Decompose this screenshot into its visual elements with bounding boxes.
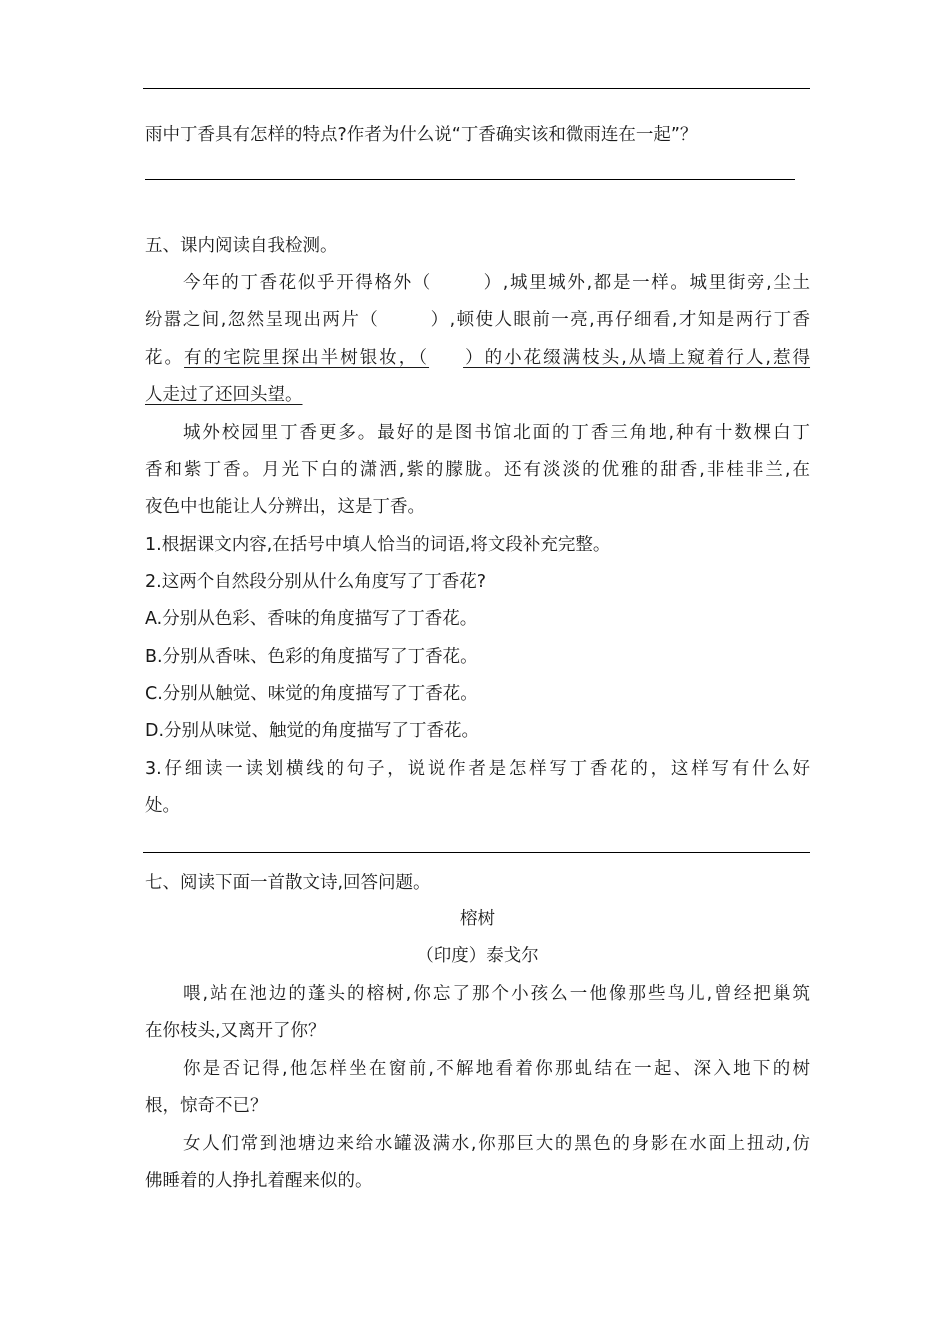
- passage-line: 城外校园里丁香更多。最好的是图书馆北面的丁香三角地,种有十数棵白丁: [183, 423, 810, 443]
- poem-line: 佛睡着的人挣扎着醒来似的。: [145, 1171, 373, 1191]
- underlined-sentence: 人走过了还回头望。: [145, 385, 303, 405]
- poem-author: （印度）泰戈尔: [416, 946, 539, 966]
- passage-line: 纷嚣之间,忽然呈现出两片（ ）,顿使人眼前一亮,再仔细看,才知是两行丁香: [145, 310, 811, 330]
- poem-line: 你是否记得,他怎样坐在窗前,不解地看着你那虬结在一起、深入地下的树: [183, 1059, 810, 1079]
- passage-line: 香和紫丁香。月光下白的潇洒,紫的朦胧。还有淡淡的优雅的甜香,非桂非兰,在: [145, 460, 810, 480]
- passage-line: [145, 383, 810, 407]
- poem-line: 在你枝头,又离开了你？: [145, 1021, 326, 1041]
- section-5-heading: 五、课内阅读自我检测。: [145, 236, 338, 256]
- question-2: 2.这两个自然段分别从什么角度写了丁香花?: [145, 572, 486, 592]
- option-a[interactable]: A.分别从色彩、香味的角度描写了丁香花。: [145, 609, 478, 629]
- question-3-cont: 处。: [145, 796, 180, 816]
- answer-line[interactable]: [145, 179, 795, 180]
- question-rain-lilac: 雨中丁香具有怎样的特点?作者为什么说“丁香确实该和微雨连在一起”？: [145, 125, 698, 145]
- option-d[interactable]: D.分别从味觉、触觉的角度描写了丁香花。: [145, 721, 480, 741]
- option-b[interactable]: B.分别从香味、色彩的角度描写了丁香花。: [145, 647, 478, 667]
- top-rule: [143, 88, 810, 89]
- poem-line: 喂,站在池边的蓬头的榕树,你忘了那个小孩么一他像那些鸟儿,曾经把巢筑: [183, 984, 810, 1004]
- section-7-heading: 七、阅读下面一首散文诗,回答问题。: [145, 873, 431, 893]
- answer-line[interactable]: [143, 852, 810, 853]
- poem-line: 女人们常到池塘边来给水罐汲满水,你那巨大的黑色的身影在水面上扭动,仿: [183, 1134, 810, 1154]
- passage-line: 花。有的宅院里探出半树银妆，（ ）的小花缀满枝头,从墙上窥着行人,惹得: [145, 348, 811, 368]
- question-3: 3.仔细读一读划横线的句子，说说作者是怎样写丁香花的，这样写有什么好: [145, 759, 810, 779]
- passage-line: 今年的丁香花似乎开得格外（ ）,城里城外,都是一样。城里街旁,尘土: [183, 273, 811, 293]
- option-c[interactable]: C.分别从触觉、味觉的角度描写了丁香花。: [145, 684, 478, 704]
- passage-line: 夜色中也能让人分辨出，这是丁香。: [145, 497, 425, 517]
- poem-line: 根，惊奇不已？: [145, 1096, 268, 1116]
- question-1: 1.根据课文内容,在括号中填人恰当的词语,将文段补充完整。: [145, 535, 611, 555]
- underlined-sentence: 有的宅院里探出半树银妆，（ ）的小花缀满枝头,从墙上窥着行人,惹得: [184, 348, 811, 368]
- poem-title: 榕树: [460, 909, 495, 929]
